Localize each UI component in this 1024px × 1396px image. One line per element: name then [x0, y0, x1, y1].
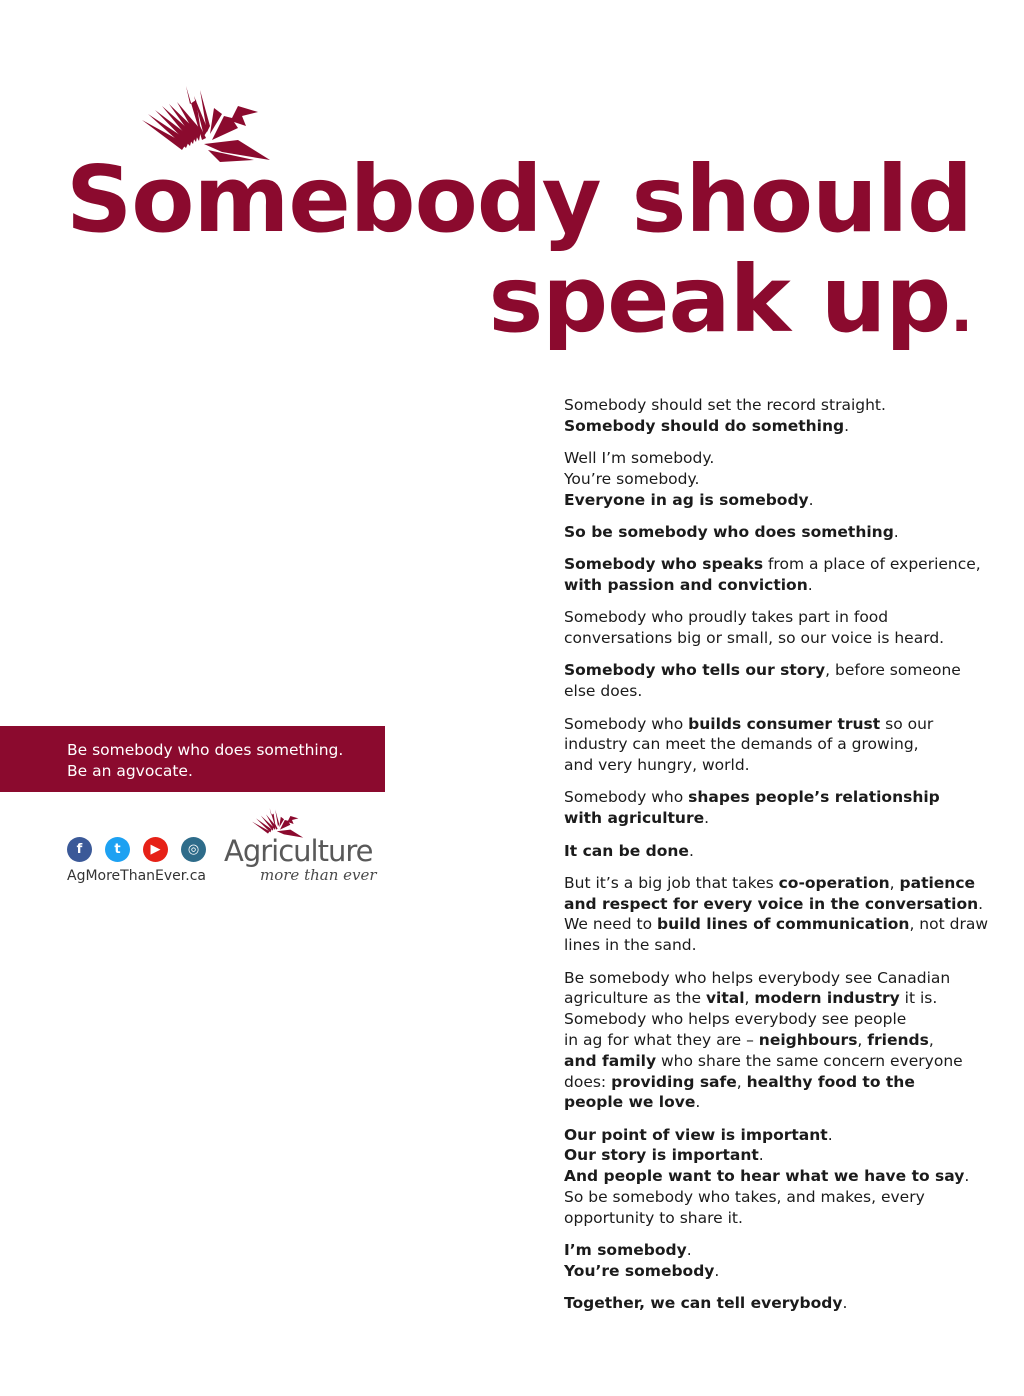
body-text: .: [695, 1093, 701, 1112]
body-bold-text: vital: [705, 989, 745, 1008]
body-line: [564, 660, 984, 681]
logo-tagline: more than ever: [260, 866, 377, 884]
body-bold-text: builds consumer trust: [688, 714, 881, 733]
body-text: So be somebody who takes, and makes, every: [564, 1188, 925, 1206]
body-text: industry can meet the demands of a growing,: [564, 735, 919, 754]
agvocate-banner: [0, 726, 385, 792]
body-line: [564, 1092, 984, 1113]
body-text: who share the same concern everyone: [656, 1051, 963, 1070]
body-bold-text: Together, we can tell everybody: [564, 1294, 843, 1313]
body-paragraph: [564, 607, 984, 649]
body-paragraph: [564, 1293, 984, 1314]
body-line: [564, 1240, 984, 1261]
body-text: .: [893, 522, 899, 541]
body-bold-text: Somebody should do something: [564, 416, 845, 435]
body-line: [564, 395, 984, 416]
body-text: .: [704, 809, 710, 828]
body-line: [564, 894, 984, 915]
body-text: else does.: [564, 682, 643, 701]
body-text: ,: [889, 873, 900, 892]
facebook-icon[interactable]: f: [67, 837, 92, 862]
body-bold-text: So be somebody who does something: [564, 522, 894, 541]
body-bold-text: Everyone in ag is somebody: [564, 490, 809, 509]
body-paragraph: [564, 714, 984, 776]
body-line: [564, 522, 984, 543]
body-bold-text: I’m somebody: [564, 1241, 687, 1260]
body-text: does:: [564, 1072, 612, 1091]
body-bold-text: modern industry: [754, 989, 900, 1008]
body-bold-text: neighbours: [758, 1030, 858, 1049]
social-icons: [67, 837, 206, 862]
body-bold-text: Our point of view is important: [564, 1125, 828, 1144]
body-line: [564, 490, 984, 511]
body-bold-text: and respect for every voice in the conversation: [564, 894, 979, 913]
body-text: .: [686, 1241, 692, 1260]
body-line: [564, 1145, 984, 1166]
body-line: [564, 1166, 984, 1187]
body-text: .: [827, 1125, 833, 1144]
body-text: Somebody should set the record straight.: [564, 396, 886, 414]
body-text: lines in the sand.: [564, 936, 697, 955]
body-paragraph: [564, 448, 984, 510]
body-text: ,: [857, 1030, 868, 1049]
body-text: so our: [880, 714, 934, 733]
banner-line-2: Be an agvocate.: [67, 762, 193, 780]
headline-line-1: Somebody should: [66, 146, 972, 253]
body-line: [564, 1261, 984, 1282]
body-text: conversations big or small, so our voice is heard.: [564, 629, 945, 648]
body-line: [564, 808, 984, 829]
body-bold-text: build lines of communication: [657, 915, 910, 934]
youtube-icon[interactable]: ▶: [143, 837, 168, 862]
body-bold-text: Our story is important: [564, 1146, 759, 1165]
body-paragraph: [564, 968, 984, 1114]
body-line: [564, 448, 984, 469]
body-bold-text: It can be done: [564, 841, 689, 860]
body-line: [564, 1030, 984, 1051]
body-text: , before someone: [825, 661, 961, 680]
body-text: .: [688, 841, 694, 860]
body-line: [564, 787, 984, 808]
body-paragraph: [564, 660, 984, 702]
body-bold-text: and family: [564, 1051, 657, 1070]
banner-line-1: Be somebody who does something.: [67, 741, 344, 759]
body-text: But it’s a big job that takes: [564, 873, 779, 892]
headline: [66, 146, 972, 361]
body-text: .: [842, 1294, 848, 1313]
body-text: ,: [744, 989, 755, 1008]
body-line: [564, 935, 984, 956]
body-bold-text: healthy food to the: [746, 1072, 915, 1091]
body-line: [564, 1051, 984, 1072]
body-text: .: [714, 1261, 720, 1280]
body-bold-text: co-operation: [778, 873, 890, 892]
website-link[interactable]: AgMoreThanEver.ca: [67, 868, 206, 884]
body-text: ,: [736, 1072, 747, 1091]
body-bold-text: friends: [867, 1030, 929, 1049]
body-text: opportunity to share it.: [564, 1208, 743, 1227]
body-text: Somebody who helps everybody see people: [564, 1010, 907, 1029]
body-bold-text: Somebody who speaks: [564, 555, 764, 574]
body-line: [564, 914, 988, 935]
body-paragraph: [564, 395, 984, 437]
body-text: ,: [928, 1030, 934, 1049]
body-text: We need to: [564, 915, 658, 934]
body-paragraph: [564, 1125, 984, 1229]
body-text: in ag for what they are –: [564, 1030, 759, 1049]
body-text: You’re somebody.: [564, 469, 700, 488]
body-bold-text: Somebody who tells our story: [564, 661, 826, 680]
body-text: agriculture as the: [564, 989, 706, 1008]
body-line: [564, 734, 984, 755]
body-text: from a place of experience,: [763, 555, 981, 574]
body-bold-text: patience: [899, 873, 976, 892]
body-line: [564, 1009, 984, 1030]
body-text: .: [807, 576, 813, 595]
body-line: [564, 575, 984, 596]
body-paragraph: [564, 841, 984, 862]
body-line: [564, 1125, 984, 1146]
body-line: [564, 1187, 984, 1208]
body-line: [564, 628, 984, 649]
headline-period: .: [950, 276, 972, 346]
body-bold-text: shapes people’s relationship: [688, 788, 940, 807]
body-text: it is.: [899, 989, 938, 1008]
body-bold-text: providing safe: [611, 1072, 737, 1091]
body-line: [564, 1208, 984, 1229]
body-line: [564, 841, 984, 862]
body-line: [564, 607, 984, 628]
body-bold-text: with passion and conviction: [564, 576, 808, 595]
body-text: Be somebody who helps everybody see Canadian: [564, 968, 951, 987]
body-text: , not draw: [909, 915, 988, 934]
body-text: Somebody who: [564, 714, 689, 733]
body-text: Somebody who proudly takes part in food: [564, 608, 889, 627]
body-line: [564, 714, 984, 735]
body-copy: [564, 395, 988, 1325]
body-bold-text: with agriculture: [564, 809, 705, 828]
body-line: [564, 469, 984, 490]
body-bold-text: people we love: [564, 1093, 696, 1112]
body-line: [564, 416, 984, 437]
body-line: [564, 1072, 984, 1093]
instagram-icon[interactable]: ◎: [181, 837, 206, 862]
body-paragraph: [564, 1240, 984, 1282]
body-bold-text: And people want to hear what we have to say: [564, 1167, 965, 1186]
body-line: [564, 873, 984, 894]
body-text: .: [808, 490, 814, 509]
body-text: Somebody who: [564, 788, 689, 807]
body-paragraph: [564, 522, 984, 543]
body-line: [564, 968, 984, 989]
body-line: [564, 755, 984, 776]
body-line: [564, 1293, 984, 1314]
body-line: [564, 554, 984, 575]
body-text: .: [844, 416, 850, 435]
logo-wordmark: Agriculture: [224, 834, 373, 868]
agriculture-logo: [224, 808, 389, 888]
body-paragraph: [564, 787, 984, 829]
headline-line-2: speak up: [488, 246, 951, 353]
body-text: .: [978, 894, 984, 913]
body-text: .: [964, 1167, 970, 1186]
body-text: Well I’m somebody.: [564, 449, 715, 468]
twitter-icon[interactable]: t: [105, 837, 130, 862]
body-paragraph: [564, 873, 988, 956]
body-bold-text: You’re somebody: [564, 1261, 715, 1280]
body-text: and very hungry, world.: [564, 756, 750, 775]
body-line: [564, 681, 984, 702]
body-line: [564, 988, 984, 1009]
body-paragraph: [564, 554, 984, 596]
body-text: .: [758, 1146, 764, 1165]
